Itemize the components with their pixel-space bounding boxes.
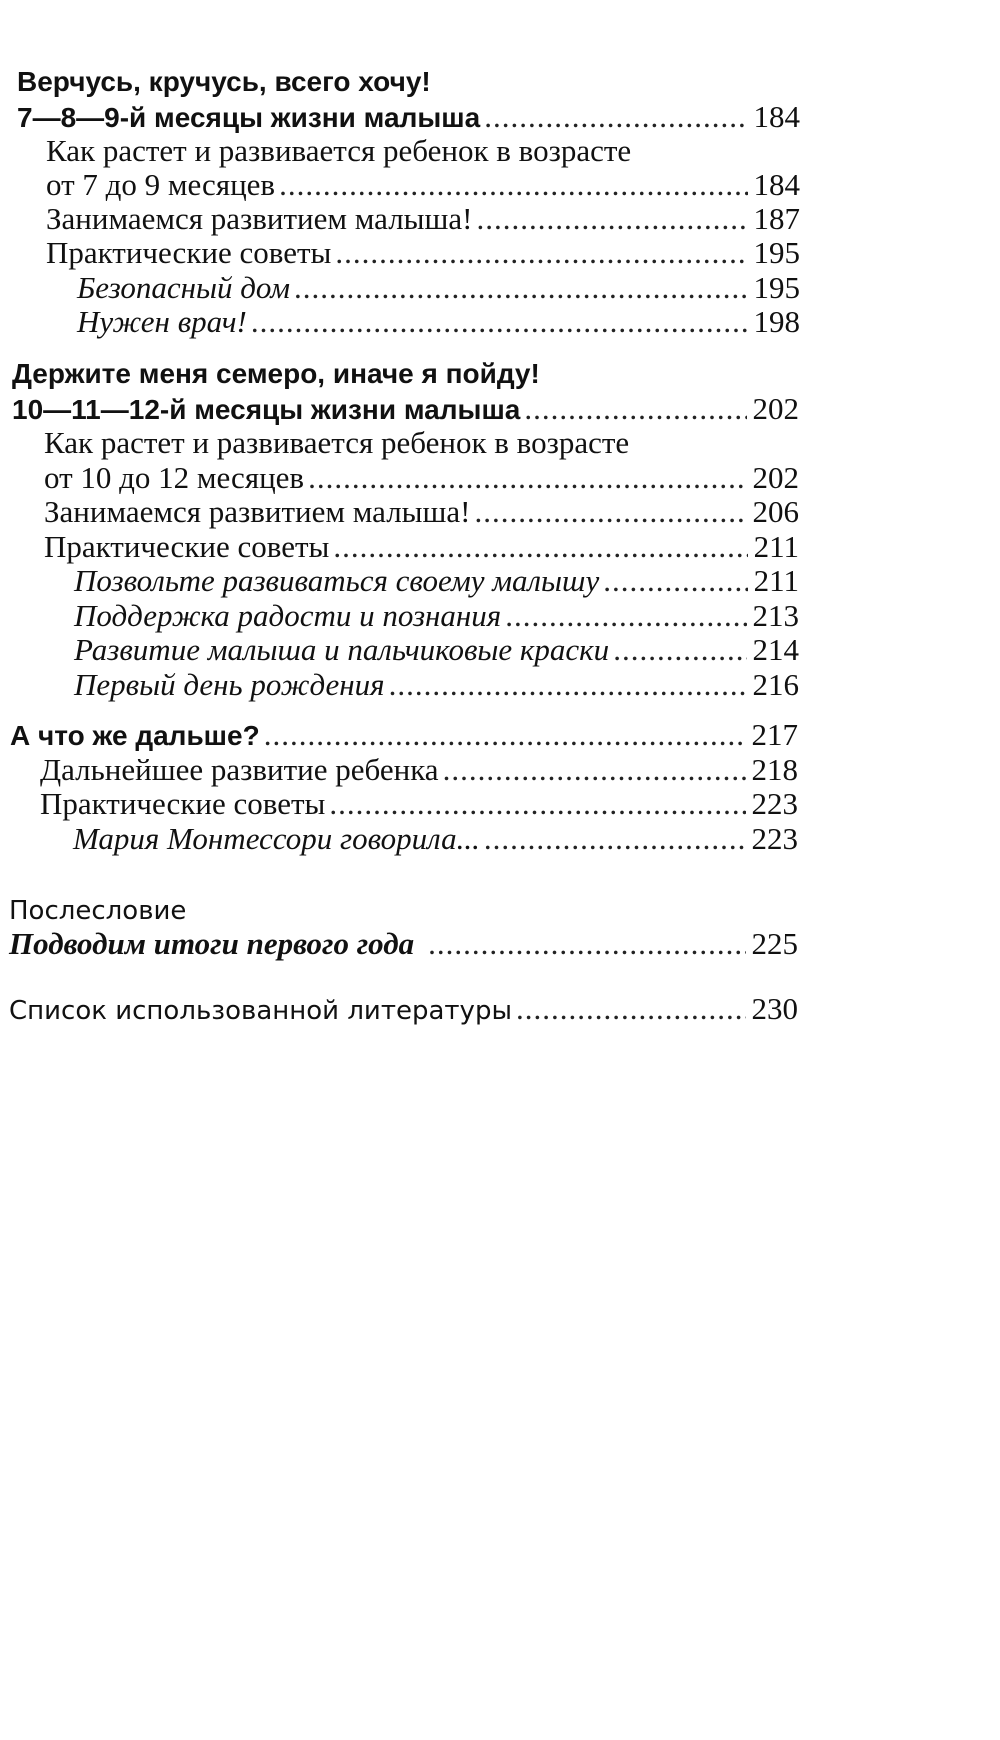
toc-entry-title: Первый день рождения	[74, 667, 385, 702]
afterword-label-text: Послесловие	[9, 896, 187, 926]
toc-entry-title: А что же дальше?	[10, 720, 260, 751]
toc-entry	[40, 751, 798, 789]
toc-entry-title: Как растет и развивается ребенок в возрасте	[46, 133, 632, 168]
dot-leader	[613, 631, 746, 669]
toc-entry-title: от 10 до 12 месяцев	[44, 460, 305, 495]
toc-entry	[74, 666, 799, 704]
toc-page-number: 211	[753, 529, 799, 564]
toc-entry	[46, 234, 800, 272]
toc-entry	[46, 200, 800, 238]
toc-page-number: 230	[751, 991, 798, 1026]
toc-entry-title: Занимаемся развитием малыша!	[46, 201, 473, 236]
section-heading	[12, 355, 902, 393]
toc-entry-line	[44, 424, 934, 462]
dot-leader	[329, 785, 745, 823]
toc-entry	[44, 528, 799, 566]
dot-leader	[474, 493, 746, 531]
toc-entry-title: Безопасный дом	[77, 270, 290, 305]
dot-leader	[333, 528, 747, 566]
toc-page-number: 216	[752, 667, 799, 702]
toc-entry	[77, 269, 800, 307]
toc-entry	[46, 166, 800, 204]
section-heading-text: Верчусь, кручусь, всего хочу!	[17, 66, 431, 97]
toc-page-number: 202	[752, 460, 799, 495]
toc-entry-title: от 7 до 9 месяцев	[46, 167, 276, 202]
dot-leader	[484, 820, 746, 858]
toc-entry	[40, 785, 798, 823]
toc-page-number: 195	[753, 235, 800, 270]
toc-entry	[44, 459, 799, 497]
toc-entry-title: Нужен врач!	[77, 304, 247, 339]
toc-entry	[74, 631, 799, 669]
section-heading	[17, 63, 907, 101]
toc-entry-title: Практические советы	[46, 235, 332, 270]
dot-leader	[389, 666, 747, 704]
dot-leader	[505, 597, 746, 635]
toc-page-number: 202	[752, 391, 799, 426]
toc-entry-title: Практические советы	[44, 529, 330, 564]
toc-entry-title: Подводим итоги первого года	[9, 926, 415, 961]
toc-page-number: 213	[752, 598, 799, 633]
toc-entry-chapter	[10, 716, 798, 755]
toc-page-number: 187	[753, 201, 800, 236]
dot-leader	[335, 234, 747, 272]
dot-leader	[279, 166, 747, 204]
dot-leader	[484, 98, 747, 136]
dot-leader	[264, 716, 746, 754]
dot-leader	[476, 200, 747, 238]
toc-page-number: 206	[752, 494, 799, 529]
toc-entry-title: Как растет и развивается ребенок в возрасте	[44, 425, 630, 460]
dot-leader	[603, 562, 747, 600]
toc-page-number: 217	[751, 717, 798, 752]
toc-entry	[73, 820, 798, 858]
toc-entry-title: Занимаемся развитием малыша!	[44, 494, 471, 529]
toc-page-number: 184	[753, 99, 800, 134]
toc-entry-title: Список использованной литературы	[9, 996, 512, 1026]
toc-entry-title: Развитие малыша и пальчиковые краски	[74, 632, 610, 667]
toc-entry-title: Мария Монтессори говорила...	[73, 821, 480, 856]
dot-leader	[294, 269, 748, 307]
toc-entry-bibliography	[9, 990, 798, 1030]
toc-entry	[74, 562, 799, 600]
dot-leader	[428, 925, 745, 963]
toc-entry	[44, 493, 799, 531]
toc-entry-title: Практические советы	[40, 786, 326, 821]
toc-page-number: 225	[751, 926, 798, 961]
toc-page-number: 223	[751, 821, 798, 856]
toc-entry-line	[46, 132, 936, 170]
toc-page-number: 214	[752, 632, 799, 667]
toc-entry-title: Дальнейшее развитие ребенка	[40, 752, 439, 787]
dot-leader	[251, 303, 748, 341]
toc-page-number: 195	[753, 270, 800, 305]
toc-page-number: 198	[753, 304, 800, 339]
toc-entry-afterword	[9, 925, 798, 963]
toc-page-number: 211	[753, 563, 799, 598]
dot-leader	[308, 459, 746, 497]
dot-leader	[524, 390, 746, 428]
dot-leader	[443, 751, 746, 789]
toc-page-number: 218	[751, 752, 798, 787]
toc-entry-title: 10—11—12-й месяцы жизни малыша	[12, 394, 521, 425]
toc-entry-title: 7—8—9-й месяцы жизни малыша	[17, 102, 481, 133]
toc-entry	[77, 303, 800, 341]
toc-entry	[74, 597, 799, 635]
toc-page-number: 184	[753, 167, 800, 202]
toc-entry-title: Поддержка радости и познания	[74, 598, 502, 633]
dot-leader	[516, 990, 746, 1028]
toc-page-number: 223	[751, 786, 798, 821]
section-heading-text: Держите меня семеро, иначе я пойду!	[12, 358, 540, 389]
toc-entry-title: Позвольте развиваться своему малышу	[74, 563, 600, 598]
